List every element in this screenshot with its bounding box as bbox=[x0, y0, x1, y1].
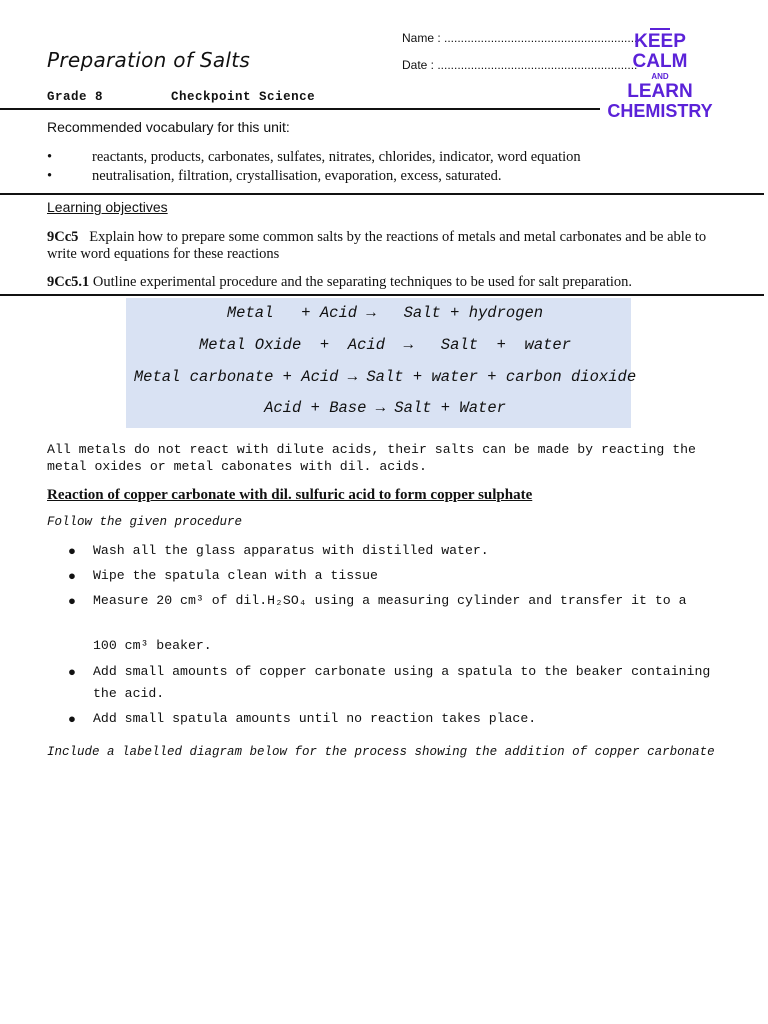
logo-line-chemistry: CHEMISTRY bbox=[607, 101, 713, 121]
procedure-step-text: Measure 20 cm³ of dil.H₂SO₄ using a measuring cylinder and transfer it to a bbox=[93, 593, 687, 608]
procedure-step-text: Wash all the glass apparatus with distilled water. bbox=[93, 543, 489, 558]
page-title: Preparation of Salts bbox=[47, 48, 251, 72]
header-divider bbox=[0, 108, 600, 110]
procedure-step-text: 100 cm³ beaker. bbox=[93, 638, 212, 653]
procedure-step-text: Wipe the spatula clean with a tissue bbox=[93, 568, 378, 583]
bullet-icon: ● bbox=[68, 543, 76, 558]
procedure-instruction: Follow the given procedure bbox=[47, 515, 243, 529]
logo-line-learn: LEARN bbox=[627, 81, 693, 102]
objective-text: Outline experimental procedure and the separating techniques to be used for salt preparation. bbox=[92, 274, 633, 290]
bullet-icon: ● bbox=[68, 568, 76, 583]
reaction-heading: Reaction of copper carbonate with dil. sulfuric acid to form copper sulphate bbox=[47, 487, 533, 503]
section-divider bbox=[0, 294, 764, 296]
logo-line-keep: KEEP bbox=[634, 31, 686, 52]
word-equation: Metal Oxide + Acid → Salt + water bbox=[198, 336, 572, 354]
course-label: Checkpoint Science bbox=[171, 90, 316, 104]
bullet-icon: • bbox=[47, 168, 53, 184]
crown-icon bbox=[650, 28, 670, 30]
bullet-icon: ● bbox=[68, 593, 76, 608]
word-equation: Metal + Acid → Salt + hydrogen bbox=[226, 304, 544, 322]
procedure-step-text: Add small spatula amounts until no reaction takes place. bbox=[93, 711, 537, 726]
keep-calm-logo bbox=[602, 28, 718, 120]
objective-item bbox=[47, 274, 727, 291]
date-field[interactable]: Date : ............................................................ bbox=[402, 58, 638, 72]
logo-line-and: AND bbox=[651, 72, 669, 81]
bullet-icon: • bbox=[47, 149, 53, 165]
vocabulary-item-text: neutralisation, filtration, crystallisation, evaporation, excess, saturated. bbox=[92, 168, 502, 184]
grade-label: Grade 8 bbox=[47, 90, 104, 104]
logo-line-calm: CALM bbox=[632, 51, 688, 72]
word-equation: Acid + Base → Salt + Water bbox=[264, 399, 506, 417]
bullet-icon: ● bbox=[68, 664, 76, 679]
grade-line bbox=[47, 90, 315, 104]
vocabulary-heading: Recommended vocabulary for this unit: bbox=[47, 119, 290, 135]
objective-code: 9Cc5.1 bbox=[47, 274, 90, 290]
objective-text: Explain how to prepare some common salts by the reactions of metals and metal carbonates and be able to write word equations for these reactions bbox=[47, 229, 707, 262]
intro-paragraph: All metals do not react with dilute acids, their salts can be made by reacting the metal oxides or metal cabonates with dil. acids. bbox=[47, 442, 696, 474]
procedure-step-text: Add small amounts of copper carbonate using a spatula to the beaker containing the acid. bbox=[93, 664, 711, 701]
section-divider bbox=[0, 193, 764, 195]
name-field[interactable]: Name : .......................................................... bbox=[402, 31, 638, 45]
vocabulary-item-text: reactants, products, carbonates, sulfates, nitrates, chlorides, indicator, word equation bbox=[92, 149, 581, 165]
objective-code: 9Cc5 bbox=[47, 229, 79, 245]
objectives-heading: Learning objectives bbox=[47, 199, 168, 215]
bullet-icon: ● bbox=[68, 711, 76, 726]
objective-item bbox=[47, 229, 727, 263]
diagram-instruction: Include a labelled diagram below for the process showing the addition of copper carbonate bbox=[47, 745, 715, 759]
word-equation: Metal carbonate + Acid → Salt + water + carbon dioxide bbox=[133, 368, 637, 386]
